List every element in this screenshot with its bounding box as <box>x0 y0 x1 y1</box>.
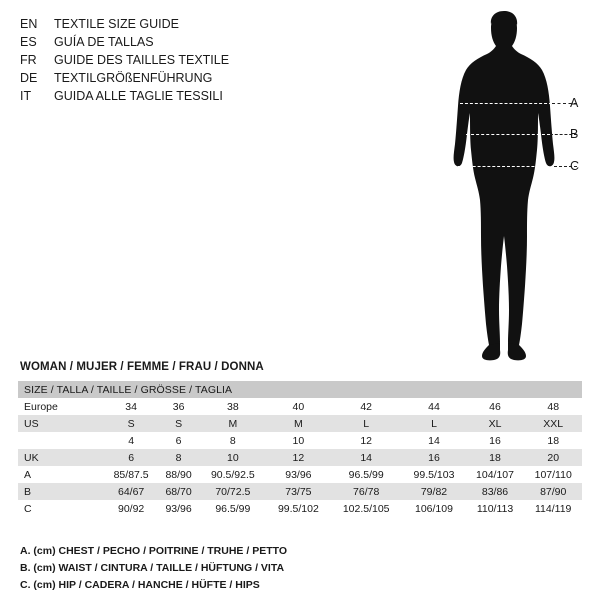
section-title: WOMAN / MUJER / FEMME / FRAU / DONNA <box>20 361 264 373</box>
table-cell: 99.5/102 <box>267 500 330 517</box>
table-cell: 96.5/99 <box>199 500 267 517</box>
table-cell: XXL <box>524 415 582 432</box>
table-cell: 90/92 <box>104 500 158 517</box>
table-cell: 36 <box>158 398 199 415</box>
table-cell: 14 <box>402 432 465 449</box>
table-cell: 87/90 <box>524 483 582 500</box>
marker-label-b: B <box>570 127 579 141</box>
female-silhouette-icon <box>430 8 590 368</box>
language-row <box>20 87 320 105</box>
language-code: DE <box>20 71 38 85</box>
table-cell: 10 <box>199 449 267 466</box>
table-row <box>18 500 582 517</box>
table-cell: M <box>267 415 330 432</box>
table-cell: 4 <box>104 432 158 449</box>
language-row <box>20 51 320 69</box>
table-row <box>18 415 582 432</box>
table-cell: 114/119 <box>524 500 582 517</box>
language-title: GUIDA ALLE TAGLIE TESSILI <box>54 89 223 103</box>
row-label: Europe <box>18 398 104 415</box>
table-cell: 16 <box>402 449 465 466</box>
table-cell: 10 <box>267 432 330 449</box>
table-cell: 106/109 <box>402 500 465 517</box>
language-title-block <box>20 15 320 105</box>
table-cell: 73/75 <box>267 483 330 500</box>
table-header-label: SIZE / TALLA / TAILLE / GRÖSSE / TAGLIA <box>18 381 582 398</box>
size-table <box>18 381 582 517</box>
table-cell: 64/67 <box>104 483 158 500</box>
table-cell: 46 <box>466 398 525 415</box>
table-cell: M <box>199 415 267 432</box>
table-cell: 90.5/92.5 <box>199 466 267 483</box>
footnote-chest: A. (cm) CHEST / PECHO / POITRINE / TRUHE / PETTO <box>20 545 288 557</box>
table-cell: 12 <box>267 449 330 466</box>
language-code: IT <box>20 89 32 103</box>
table-cell: 76/78 <box>330 483 402 500</box>
table-cell: L <box>330 415 402 432</box>
table-cell: 20 <box>524 449 582 466</box>
language-title: GUIDE DES TAILLES TEXTILE <box>54 53 230 67</box>
table-cell: XL <box>466 415 525 432</box>
table-cell: 70/72.5 <box>199 483 267 500</box>
language-code: EN <box>20 17 38 31</box>
table-cell: 79/82 <box>402 483 465 500</box>
table-cell: 8 <box>158 449 199 466</box>
table-row <box>18 483 582 500</box>
row-label: A <box>18 466 104 483</box>
table-cell: 18 <box>466 449 525 466</box>
waist-measure-line <box>466 134 550 135</box>
language-title: GUÍA DE TALLAS <box>54 35 154 49</box>
footnote-waist: B. (cm) WAIST / CINTURA / TAILLE / HÜFTUNG / VITA <box>20 562 285 574</box>
table-cell: 102.5/105 <box>330 500 402 517</box>
table-cell: 40 <box>267 398 330 415</box>
table-cell: 8 <box>199 432 267 449</box>
table-cell: 85/87.5 <box>104 466 158 483</box>
table-cell: S <box>158 415 199 432</box>
table-header-row <box>18 381 582 398</box>
hip-measure-line <box>458 166 554 167</box>
marker-label-a: A <box>570 96 579 110</box>
table-cell: 16 <box>466 432 525 449</box>
table-cell: 12 <box>330 432 402 449</box>
table-cell: 38 <box>199 398 267 415</box>
language-code: ES <box>20 35 37 49</box>
row-label: UK <box>18 449 104 466</box>
table-cell: 14 <box>330 449 402 466</box>
table-cell: 18 <box>524 432 582 449</box>
language-row <box>20 33 320 51</box>
row-label: C <box>18 500 104 517</box>
table-row <box>18 466 582 483</box>
row-label <box>18 432 104 449</box>
language-title: TEXTILE SIZE GUIDE <box>54 17 180 31</box>
row-label: US <box>18 415 104 432</box>
table-row <box>18 398 582 415</box>
table-cell: 88/90 <box>158 466 199 483</box>
chest-measure-line <box>460 103 552 104</box>
body-figure <box>430 8 590 368</box>
footnotes <box>20 543 287 594</box>
table-cell: 42 <box>330 398 402 415</box>
table-row <box>18 432 582 449</box>
table-cell: 107/110 <box>524 466 582 483</box>
table-cell: 48 <box>524 398 582 415</box>
footnote-hip: C. (cm) HIP / CADERA / HANCHE / HÜFTE / HIPS <box>20 579 260 591</box>
table-cell: 44 <box>402 398 465 415</box>
language-title: TEXTILGRÖßENFÜHRUNG <box>54 71 213 85</box>
table-cell: 96.5/99 <box>330 466 402 483</box>
table-cell: 68/70 <box>158 483 199 500</box>
language-row <box>20 69 320 87</box>
table-row <box>18 449 582 466</box>
table-cell: S <box>104 415 158 432</box>
table-cell: 83/86 <box>466 483 525 500</box>
table-cell: 104/107 <box>466 466 525 483</box>
language-code: FR <box>20 53 37 67</box>
table-cell: L <box>402 415 465 432</box>
table-cell: 6 <box>104 449 158 466</box>
table-cell: 34 <box>104 398 158 415</box>
marker-label-c: C <box>570 159 580 173</box>
language-row <box>20 15 320 33</box>
table-cell: 93/96 <box>158 500 199 517</box>
row-label: B <box>18 483 104 500</box>
table-cell: 6 <box>158 432 199 449</box>
table-cell: 99.5/103 <box>402 466 465 483</box>
table-cell: 93/96 <box>267 466 330 483</box>
table-cell: 110/113 <box>466 500 525 517</box>
